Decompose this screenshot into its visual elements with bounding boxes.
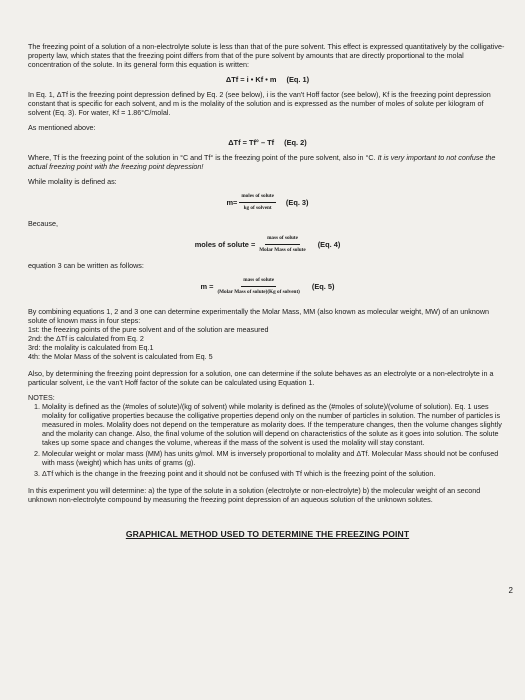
section-heading: GRAPHICAL METHOD USED TO DETERMINE THE FREEZING POINT <box>125 529 410 539</box>
step-item: 1st: the freezing points of the pure solvent and of the solution are measured <box>28 325 269 334</box>
equation-4-tag: (Eq. 4) <box>317 240 341 249</box>
step-item: 3rd: the molality is calculated from Eq.1 <box>28 343 154 352</box>
equation-3 <box>28 192 507 213</box>
eq2-explanation <box>28 153 507 171</box>
equation-5-lhs: m = <box>200 282 214 291</box>
also-paragraph: Also, by determining the freezing point depression for a solution, one can determine if the solute behaves as an electrolyte or a non-electrolyte in a particular solvent, i.e the van't Hoff factor of the solute can be calculated using Equation 1. <box>28 369 494 387</box>
steps-list <box>28 325 507 361</box>
equation-5-fraction <box>215 276 301 297</box>
intro-paragraph: The freezing point of a solution of a non-electrolyte solute is less than that of the pure solvent. This effect is expressed quantitatively by the colligative-property law, which states that the freezing point differs from that of the pure solvent by amounts that are directly proportional to the molal concentration of the solute. In its general form this equation is written: <box>28 42 505 69</box>
eq1-explanation: In Eq. 1, ΔTf is the freezing point depression defined by Eq. 2 (see below), i is the van't Hoff factor (see below), Kf is the freezing point depression constant that is specific for each solvent, and m is the molality of the solution and is expressed as the number of moles of solute per kilogram of solvent (Eq. 3). For water, Kf = 1.86°C/molal. <box>28 90 491 117</box>
equation-5-numerator: mass of solute <box>241 276 276 287</box>
equation-3-tag: (Eq. 3) <box>285 198 309 207</box>
equation-5 <box>28 276 507 297</box>
equation-3-numerator: moles of solute <box>239 192 276 203</box>
equation-4-fraction <box>257 234 307 255</box>
equation-4 <box>28 234 507 255</box>
eq2-warning: It is very important to not confuse the actual freezing point with the freezing point depression! <box>28 153 496 171</box>
equation-3-denominator: kg of solvent <box>243 205 272 211</box>
molality-defined-label: While molality is defined as: <box>28 177 117 186</box>
notes-list <box>28 402 507 478</box>
equation-5-denominator: (Molar Mass of solute)(Kg of solvent) <box>217 289 300 295</box>
eq2-explanation-text: Where, Tf is the freezing point of the solution in °C and Tf° is the freezing point of the pure solvent, also in °C. <box>28 153 376 162</box>
equation-5-tag: (Eq. 5) <box>311 282 335 291</box>
equation-2-text: ΔTf = Tf° – Tf <box>228 138 275 147</box>
equation-4-denominator: Molar Mass of solute <box>259 247 306 253</box>
step-item: 2nd: the ΔTf is calculated from Eq. 2 <box>28 334 144 343</box>
note-item: 1. Molality is defined as the (#moles of solute)/(kg of solvent) while molarity is defined as the (#moles of solute)/(volume of solution). Eq. 1 uses molality for colligative properties because the colligative properties depend only on the number of particles in solution. The number of particles is measured in moles. Molality does not depend on the temperature as molarity does. If the temperature changes, then the volume changes slightly and the molarity can change. Also, the final volume of the solution will depend on characteristics of the solute as it goes into solution. The solute takes up some space and changes the volume, whereas if the mass of the solvent is used the molality will stay constant. <box>42 402 507 447</box>
step-item: 4th: the Molar Mass of the solvent is calculated from Eq. 5 <box>28 352 213 361</box>
note-item: 2. Molecular weight or molar mass (MM) has units g/mol. MM is inversely proportional to molality and ΔTf. Molecular Mass should not be confused with mass (weight) which has units of grams (g). <box>42 449 507 467</box>
experiment-paragraph: In this experiment you will determine: a) the type of the solute in a solution (electrolyte or non-electrolyte) b) the molecular weight of an second unknown non-electrolyte compound by measuring the freezing point depression of an aqueous solution of the unknown solutes. <box>28 486 481 504</box>
as-mentioned-label: As mentioned above: <box>28 123 96 132</box>
combining-paragraph: By combining equations 1, 2 and 3 one can determine experimentally the Molar Mass, MM (also known as molecular weight, MW) of an unknown solute of known mass in four steps: <box>28 307 490 325</box>
equation-2 <box>28 138 507 147</box>
note-item: 3. ΔTf which is the change in the freezing point and it should not be confused with Tf which is the freezing point of the solution. <box>42 469 507 478</box>
equation-4-numerator: mass of solute <box>265 234 300 245</box>
equation-1 <box>28 75 507 84</box>
equation-2-tag: (Eq. 2) <box>284 138 307 147</box>
equation-1-text: ΔTf = i • Kf • m <box>225 75 277 84</box>
page-number: 2 <box>508 586 513 595</box>
because-label: Because, <box>28 219 58 228</box>
notes-title: NOTES: <box>28 393 55 402</box>
eq3-rewrite-label: equation 3 can be written as follows: <box>28 261 144 270</box>
equation-3-lhs: m= <box>226 198 238 207</box>
equation-1-tag: (Eq. 1) <box>286 75 310 84</box>
equation-3-fraction <box>239 192 276 213</box>
equation-4-lhs: moles of solute = <box>194 240 256 249</box>
